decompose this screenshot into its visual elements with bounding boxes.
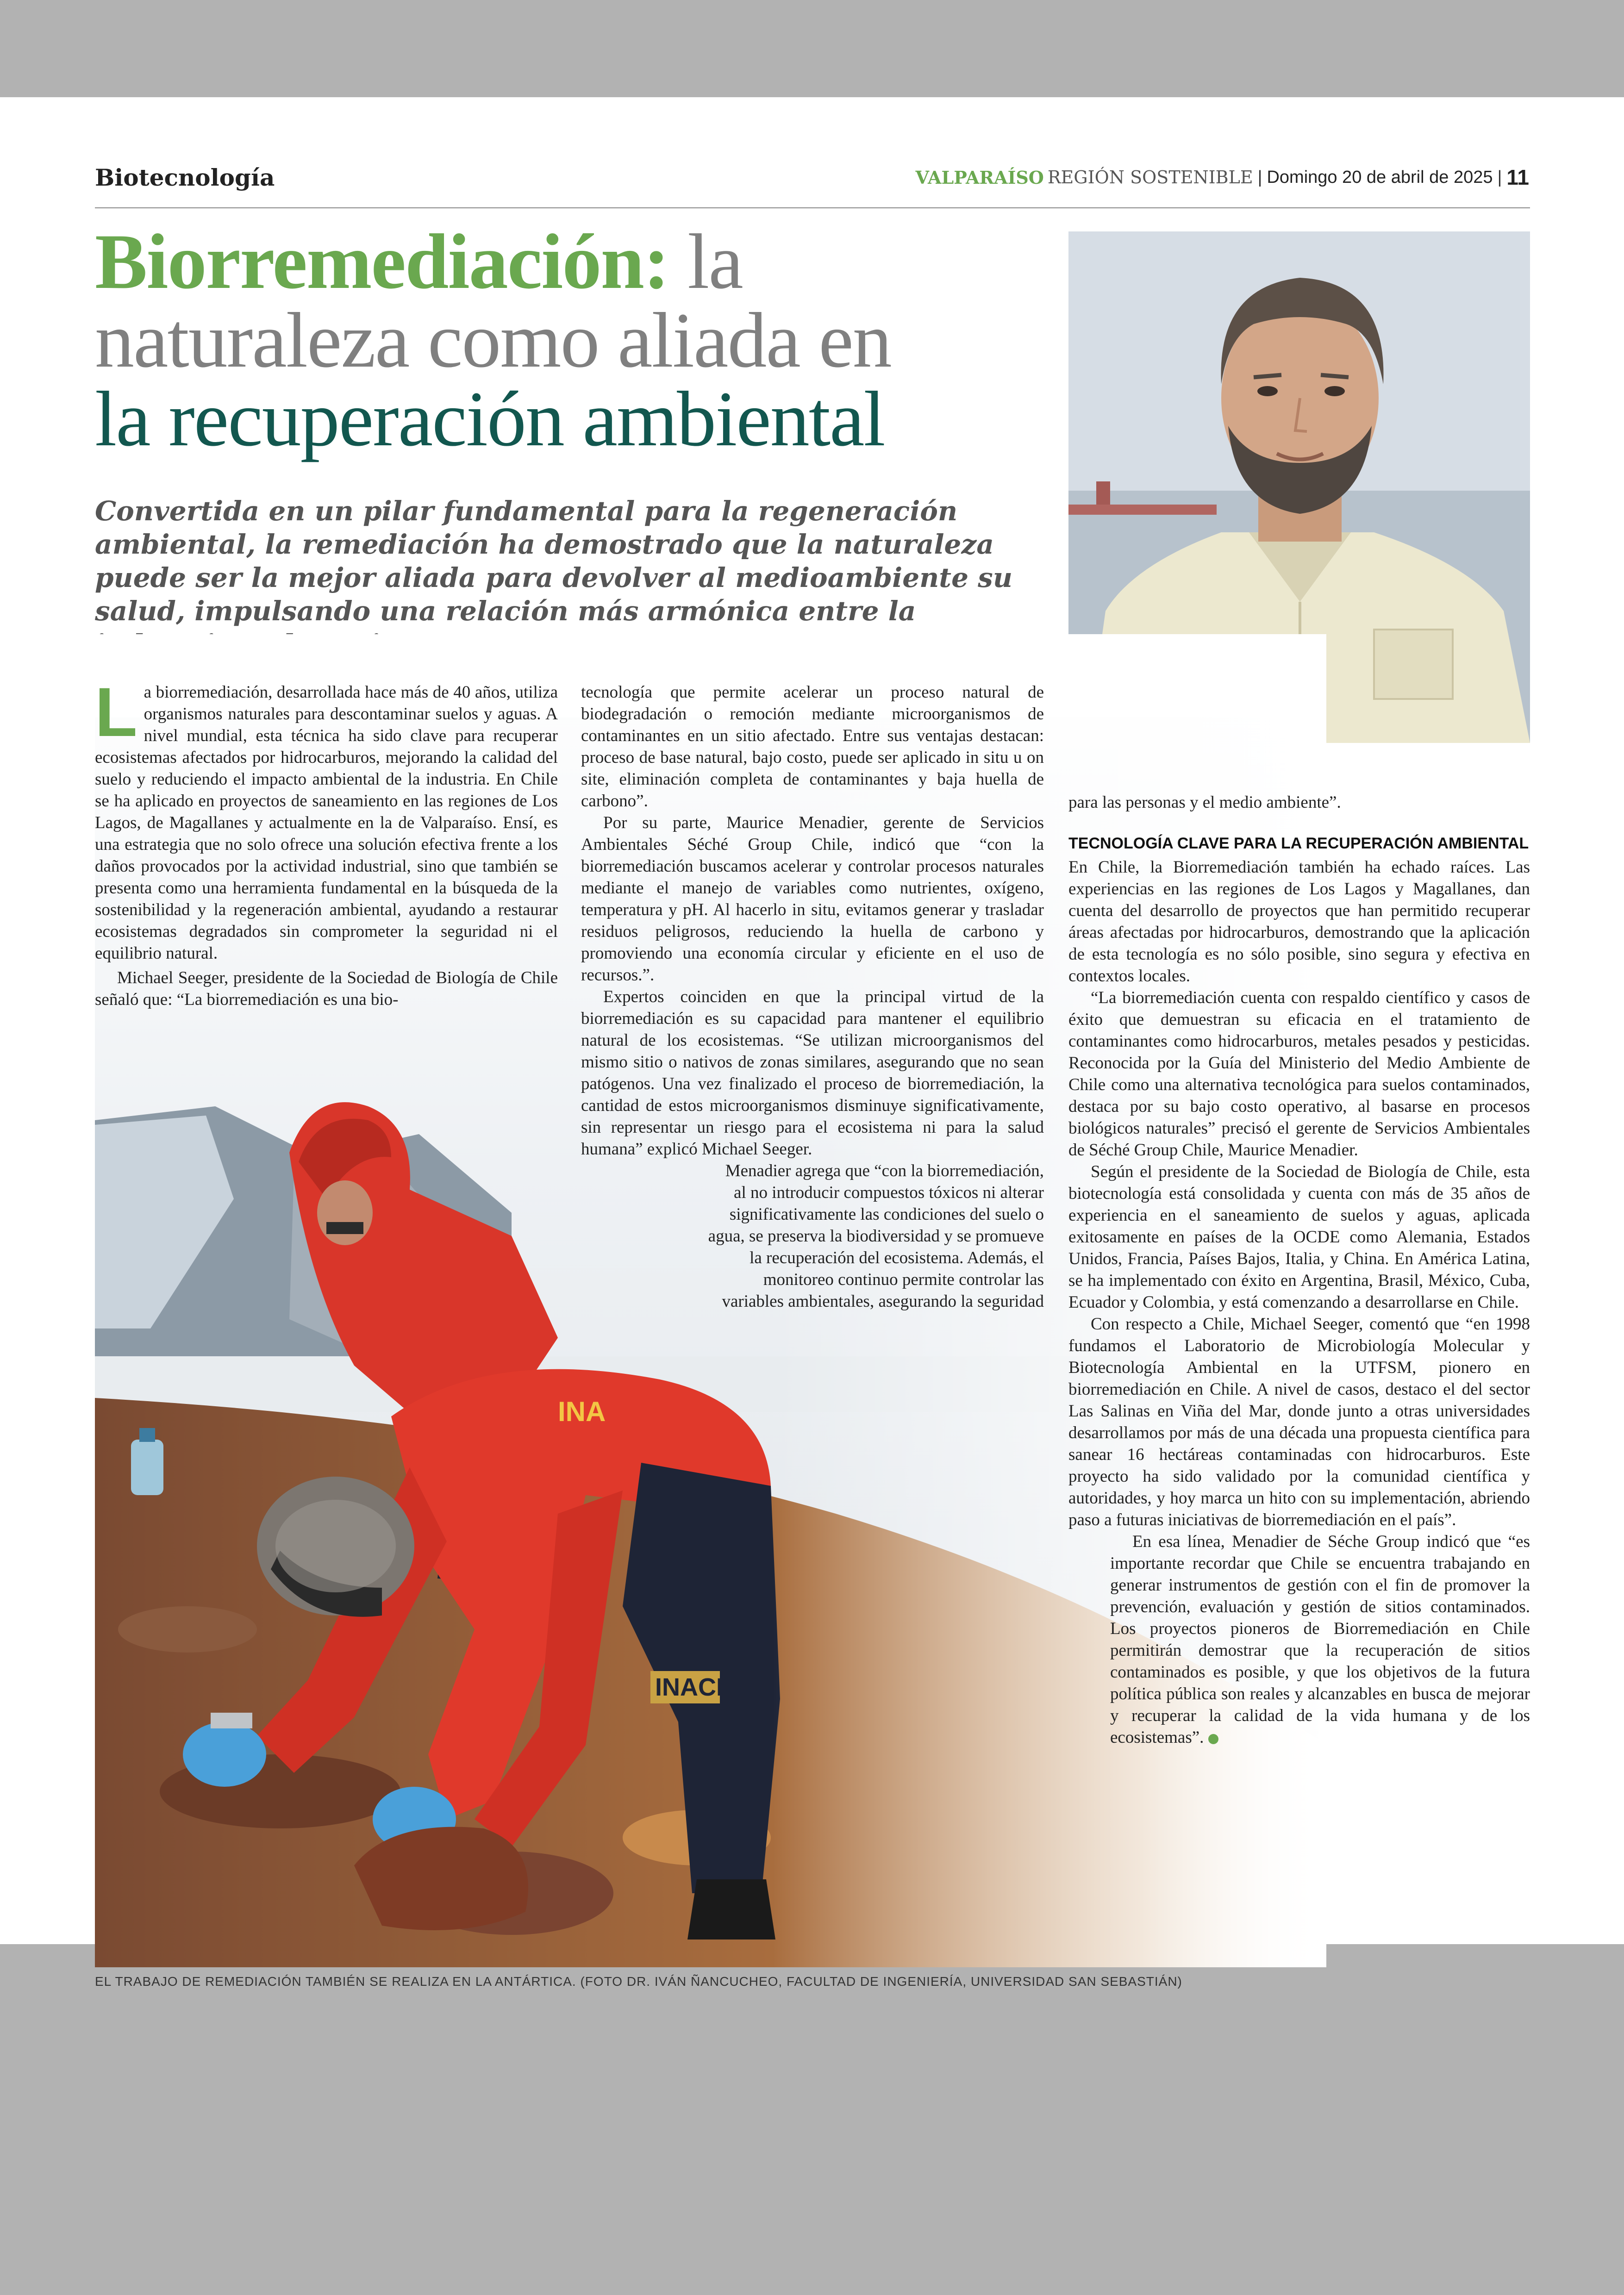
paragraph-text: a biorremediación, desarrollada hace más de 40 años, utiliza organismos naturales para descontaminar suelos y aguas. A nivel mundial, esta técnica ha sido clave para recuperar ecosistemas afectados por hidrocarburos, mejorando la calidad del suelo y reduciendo el impacto ambiental de la industria. En Chile se ha aplicado en proyectos de saneamiento en las regiones de Los Lagos, de Magallanes y actualmente en la de Valparaíso. Ensí, es una estrategia que no solo ofrece una solución efectiva frente a los daños provocados por la actividad industrial, sino que también se presenta como una herramienta fundamental en la búsqueda de la sostenibilidad y la regeneración ambiental, ayudando a restaurar ecosistemas degradados sin comprometer la seguridad ni el equilibrio natural. bbox=[95, 683, 558, 963]
article-paragraph: Michael Seeger, presidente de la Sociedad de Biología de Chile señaló que: “La biorremediación es una bio- bbox=[95, 968, 558, 1009]
article-paragraph bbox=[1068, 1531, 1530, 1748]
end-mark-icon bbox=[1208, 1734, 1218, 1744]
article-column-3 bbox=[1068, 792, 1530, 1748]
paragraph-text: En esa línea, Menadier de Séche Group indicó que “es importante recordar que Chile se encuentra trabajando en generar instrumentos de gestión con el fin de promover la prevención, evaluación y gestión de sitios contaminados. Los proyectos pioneros de Biorremediación en Chile permitirán demostrar que la recuperación de sitios contaminados es posible, y que los objetivos de la futura política pública son reales y alcanzables en busca de mejorar y recuperar la calidad de la vida humana y de los ecosistemas”. bbox=[1110, 1532, 1530, 1747]
folio-separator: | bbox=[1497, 167, 1502, 187]
article-paragraph bbox=[95, 673, 558, 964]
headline-middle: la naturaleza como aliada en bbox=[95, 218, 891, 384]
issue-date: Domingo 20 de abril de 2025 bbox=[1267, 167, 1493, 187]
article-paragraph: “La biorremediación cuenta con respaldo científico y casos de éxito que demuestran su eficacia en el tratamiento de contaminantes como hidrocarburos, metales pesados y pesticidas. Reconocida por la Guía del Ministerio del Medio Ambiente de Chile como una alternativa tecnológica para suelos contaminados, destaca por su bajo costo operativo, al basarse en procesos biológicos naturales” precisó el gerente de Servicios Ambientales de Séché Group Chile, Maurice Menadier. bbox=[1068, 988, 1530, 1160]
header-rule bbox=[95, 207, 1530, 208]
brand-primary: VALPARAÍSO bbox=[915, 167, 1044, 188]
jacket-patch-ina: INA bbox=[558, 1396, 606, 1427]
page-folio bbox=[916, 161, 1530, 193]
folio-separator: | bbox=[1257, 167, 1262, 187]
headline bbox=[95, 218, 1049, 462]
article-paragraph: Con respecto a Chile, Michael Seeger, comentó que “en 1998 fundamos el Laboratorio de Microbiología Molecular y Biotecnología Ambiental en la UTFSM, pionero en biorremediación en Chile. A nivel de casos, destaco el del sector Las Salinas en Viña del Mar, donde junto a otras universidades desarrollamos por más de una década una propuesta científica para sanear 16 hectáreas contaminadas con hidrocarburos. Este proyecto ha sido validado por la comunidad científica y autoridades, y hoy marca un hito con su implementación, abriendo paso a futuras iniciativas de biorremediación en el país”. bbox=[1068, 1315, 1530, 1529]
article-column-2 bbox=[581, 681, 1044, 1312]
newspaper-page bbox=[0, 97, 1624, 1989]
article-paragraph: En Chile, la Biorremediación también ha echado raíces. Las experiencias en las regiones de Los Lagos y Magallanes, dan cuenta del desarrollo de proyectos que han permitido recuperar áreas afectadas por hidrocarburos, demostrando que la aplicación de esta tecnología es no sólo posible, sino segura y efectiva en contextos locales. bbox=[1068, 858, 1530, 985]
page-number: 11 bbox=[1506, 165, 1529, 189]
drop-cap: L bbox=[95, 673, 137, 751]
article-paragraph: para las personas y el medio ambiente”. bbox=[1068, 793, 1341, 812]
field-photo-caption: EL TRABAJO DE REMEDIACIÓN TAMBIÉN SE REALIZA EN LA ANTÁRTICA. (FOTO DR. IVÁN ÑANCUCHEO, FACULTAD DE INGENIERÍA, UNIVERSIDAD SAN SEBASTIÁN) bbox=[95, 1974, 1182, 1989]
headline-keyword: Biorremediación: bbox=[95, 218, 669, 305]
headline-end: la recuperación ambiental bbox=[95, 375, 885, 462]
article-paragraph: Por su parte, Maurice Menadier, gerente de Servicios Ambientales Séché Group Chile, indicó que “con la biorremediación buscamos acelerar y controlar procesos naturales mediante el manejo de variables como nutrientes, oxígeno, temperatura y pH. Al hacerlo in situ, evitamos generar y trasladar residuos peligrosos, reduciendo la huella de carbono y promoviendo una economía circular y eficiente en el uso de recursos.”. bbox=[581, 813, 1044, 985]
jacket-patch-inach: INACH bbox=[655, 1673, 734, 1701]
deck-subtitle: Convertida en un pilar fundamental para la regeneración ambiental, la remediación ha demostrado que la naturaleza puede ser la mejor aliada para devolver al medioambiente su salud, impulsando una relación más armónica entre la bbox=[95, 495, 1012, 627]
article-paragraph: Menadier agrega que “con la biorremediación, al no introducir compuestos tóxicos ni alterar significativamente las condiciones del suelo o agua, se preserva la biodiversidad y se promueve la recuperación del ecosistema. Además, el monitoreo continuo permite controlar las variables ambientales, asegurando la seguridad bbox=[708, 1161, 1044, 1311]
article-paragraph: tecnología que permite acelerar un proceso natural de biodegradación o remoción mediante microorganismos de contaminantes en un sitio afectado. Entre sus ventajas destacan: proceso de base natural, bajo costo, puede ser aplicado in situ u on site, eliminación completa de contaminantes y baja huella de carbono”. bbox=[581, 683, 1044, 811]
article-paragraph: Expertos coinciden en que la principal virtud de la biorremediación es su capacidad para mantener el equilibrio natural de los ecosistemas. “Se utilizan microorganismos del mismo sitio o nativos de zonas similares, asegurando que no sean patógenos. Una vez finalizado el proceso de biorremediación, la cantidad de estos microorganismos disminuye significativamente, sin representar un riesgo para el ecosistema ni para la salud humana” explicó Michael Seeger. bbox=[581, 987, 1044, 1159]
brand-secondary: REGIÓN SOSTENIBLE bbox=[1047, 167, 1253, 187]
article-column-1 bbox=[95, 673, 558, 1010]
section-subhead: TECNOLOGÍA CLAVE PARA LA RECUPERACIÓN AMBIENTAL bbox=[1068, 835, 1529, 852]
article-paragraph: Según el presidente de la Sociedad de Biología de Chile, esta biotecnología está consolidada y cuenta con más de 35 años de experiencia en el saneamiento de suelos y aguas, aplicada exitosamente en países de la OCDE como Alemania, Estados Unidos, Francia, Países Bajos, Italia, y China. En América Latina, se ha implementado con éxito en Argentina, Brasil, México, Cuba, Ecuador y Colombia, y está comenzando a desarrollarse en Chile. bbox=[1068, 1162, 1530, 1312]
section-label: Biotecnología bbox=[95, 163, 275, 191]
